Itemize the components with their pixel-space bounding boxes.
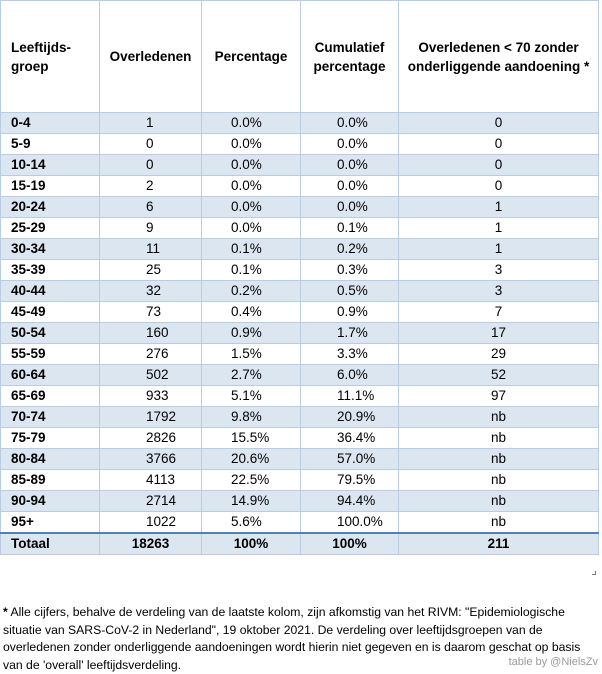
under70-cell: nb	[399, 428, 599, 449]
under70-cell: 3	[399, 281, 599, 302]
under70-cell: 52	[399, 365, 599, 386]
table-row	[1, 218, 599, 239]
percentage-cell: 5.6%	[202, 512, 301, 534]
percentage-cell: 0.9%	[202, 323, 301, 344]
under70-cell: 0	[399, 113, 599, 134]
table-row	[1, 491, 599, 512]
under70-cell: 17	[399, 323, 599, 344]
percentage-cell: 0.0%	[202, 113, 301, 134]
age-group-cell: 95+	[1, 512, 100, 534]
percentage-cell: 0.4%	[202, 302, 301, 323]
cumulative-cell: 0.0%	[301, 197, 399, 218]
header-age-group: Leeftijds- groep	[1, 1, 100, 113]
age-group-cell: 65-69	[1, 386, 100, 407]
under70-cell: 0	[399, 134, 599, 155]
header-percentage: Percentage	[202, 1, 301, 113]
under70-cell: 0	[399, 176, 599, 197]
deaths-cell: 1792	[100, 407, 202, 428]
total-cumulative: 100%	[301, 533, 399, 555]
under70-cell: 29	[399, 344, 599, 365]
cumulative-cell: 100.0%	[301, 512, 399, 534]
deaths-cell: 3766	[100, 449, 202, 470]
credit-watermark: table by @NielsZv	[508, 656, 598, 668]
deaths-cell: 6	[100, 197, 202, 218]
percentage-cell: 2.7%	[202, 365, 301, 386]
table-body	[1, 113, 599, 534]
under70-cell: 0	[399, 155, 599, 176]
cumulative-cell: 3.3%	[301, 344, 399, 365]
table-row	[1, 323, 599, 344]
cumulative-cell: 0.5%	[301, 281, 399, 302]
percentage-cell: 1.5%	[202, 344, 301, 365]
deaths-cell: 2826	[100, 428, 202, 449]
under70-cell: nb	[399, 470, 599, 491]
total-label: Totaal	[1, 533, 100, 555]
cumulative-cell: 0.1%	[301, 218, 399, 239]
deaths-cell: 32	[100, 281, 202, 302]
deaths-cell: 25	[100, 260, 202, 281]
deaths-cell: 0	[100, 155, 202, 176]
cumulative-cell: 79.5%	[301, 470, 399, 491]
footnote-star: *	[3, 605, 8, 619]
cumulative-cell: 11.1%	[301, 386, 399, 407]
age-group-cell: 75-79	[1, 428, 100, 449]
age-group-cell: 25-29	[1, 218, 100, 239]
cumulative-cell: 0.0%	[301, 134, 399, 155]
table-row	[1, 134, 599, 155]
total-row	[1, 533, 599, 555]
age-group-cell: 10-14	[1, 155, 100, 176]
under70-cell: 1	[399, 197, 599, 218]
deaths-cell: 1022	[100, 512, 202, 534]
under70-cell: 97	[399, 386, 599, 407]
age-group-cell: 45-49	[1, 302, 100, 323]
percentage-cell: 22.5%	[202, 470, 301, 491]
percentage-cell: 0.0%	[202, 155, 301, 176]
under70-cell: 1	[399, 218, 599, 239]
table-row	[1, 281, 599, 302]
cumulative-cell: 36.4%	[301, 428, 399, 449]
total-percentage: 100%	[202, 533, 301, 555]
age-group-cell: 85-89	[1, 470, 100, 491]
table-row	[1, 407, 599, 428]
header-deaths: Overledenen	[100, 1, 202, 113]
deaths-cell: 502	[100, 365, 202, 386]
under70-cell: nb	[399, 407, 599, 428]
header-row	[1, 1, 599, 113]
cumulative-cell: 6.0%	[301, 365, 399, 386]
percentage-cell: 0.0%	[202, 218, 301, 239]
deaths-cell: 160	[100, 323, 202, 344]
age-group-cell: 35-39	[1, 260, 100, 281]
percentage-cell: 0.0%	[202, 134, 301, 155]
cumulative-cell: 94.4%	[301, 491, 399, 512]
under70-cell: 1	[399, 239, 599, 260]
table-row	[1, 386, 599, 407]
table-row	[1, 197, 599, 218]
under70-cell: 3	[399, 260, 599, 281]
age-group-cell: 80-84	[1, 449, 100, 470]
percentage-cell: 9.8%	[202, 407, 301, 428]
deaths-cell: 2	[100, 176, 202, 197]
age-group-cell: 90-94	[1, 491, 100, 512]
cumulative-cell: 0.0%	[301, 113, 399, 134]
table-header	[1, 1, 599, 113]
cumulative-cell: 0.0%	[301, 155, 399, 176]
age-group-cell: 30-34	[1, 239, 100, 260]
deaths-cell: 0	[100, 134, 202, 155]
percentage-cell: 0.1%	[202, 239, 301, 260]
table-row	[1, 239, 599, 260]
age-group-cell: 0-4	[1, 113, 100, 134]
header-under70-no-condition: Overledenen < 70 zonder onderliggende aandoening *	[399, 1, 599, 113]
percentage-cell: 20.6%	[202, 449, 301, 470]
table-row	[1, 470, 599, 491]
total-deaths: 18263	[100, 533, 202, 555]
cumulative-cell: 0.2%	[301, 239, 399, 260]
under70-cell: nb	[399, 512, 599, 534]
under70-cell: 7	[399, 302, 599, 323]
deaths-cell: 9	[100, 218, 202, 239]
table-row	[1, 155, 599, 176]
table-footer	[1, 533, 599, 555]
resize-corner-mark	[592, 571, 596, 575]
percentage-cell: 14.9%	[202, 491, 301, 512]
total-under70: 211	[399, 533, 599, 555]
table-row	[1, 365, 599, 386]
age-group-cell: 15-19	[1, 176, 100, 197]
age-group-cell: 70-74	[1, 407, 100, 428]
under70-cell: nb	[399, 449, 599, 470]
percentage-cell: 0.0%	[202, 197, 301, 218]
percentage-cell: 0.0%	[202, 176, 301, 197]
percentage-cell: 5.1%	[202, 386, 301, 407]
age-group-cell: 55-59	[1, 344, 100, 365]
percentage-cell: 0.2%	[202, 281, 301, 302]
table-row	[1, 428, 599, 449]
table-row	[1, 260, 599, 281]
age-group-cell: 40-44	[1, 281, 100, 302]
cumulative-cell: 57.0%	[301, 449, 399, 470]
age-group-cell: 60-64	[1, 365, 100, 386]
cumulative-cell: 0.0%	[301, 176, 399, 197]
table-row	[1, 449, 599, 470]
table-row	[1, 302, 599, 323]
cumulative-cell: 20.9%	[301, 407, 399, 428]
cumulative-cell: 1.7%	[301, 323, 399, 344]
age-group-cell: 50-54	[1, 323, 100, 344]
deaths-cell: 276	[100, 344, 202, 365]
cumulative-cell: 0.9%	[301, 302, 399, 323]
table-row	[1, 344, 599, 365]
under70-cell: nb	[399, 491, 599, 512]
footnote-text: Alle cijfers, behalve de verdeling van de laatste kolom, zijn afkomstig van het RIVM: "Epidemiologische situatie van SARS-CoV-2 in Nederland", 19 oktober 2021. De verdeling over leeftijdsgroepen van de overledenen zonder onderliggende aandoeningen wordt hierin niet gegeven en is daarom geschat op basis van de 'overall' leeftijdsverdeling.	[3, 605, 581, 672]
age-group-cell: 20-24	[1, 197, 100, 218]
deaths-cell: 933	[100, 386, 202, 407]
table-row	[1, 113, 599, 134]
table-row	[1, 176, 599, 197]
footnote	[3, 604, 595, 674]
deaths-cell: 73	[100, 302, 202, 323]
deaths-cell: 1	[100, 113, 202, 134]
cumulative-cell: 0.3%	[301, 260, 399, 281]
deaths-cell: 4113	[100, 470, 202, 491]
table-row	[1, 512, 599, 534]
deaths-cell: 11	[100, 239, 202, 260]
percentage-cell: 15.5%	[202, 428, 301, 449]
header-cumulative: Cumulatief percentage	[301, 1, 399, 113]
age-group-cell: 5-9	[1, 134, 100, 155]
deaths-cell: 2714	[100, 491, 202, 512]
percentage-cell: 0.1%	[202, 260, 301, 281]
